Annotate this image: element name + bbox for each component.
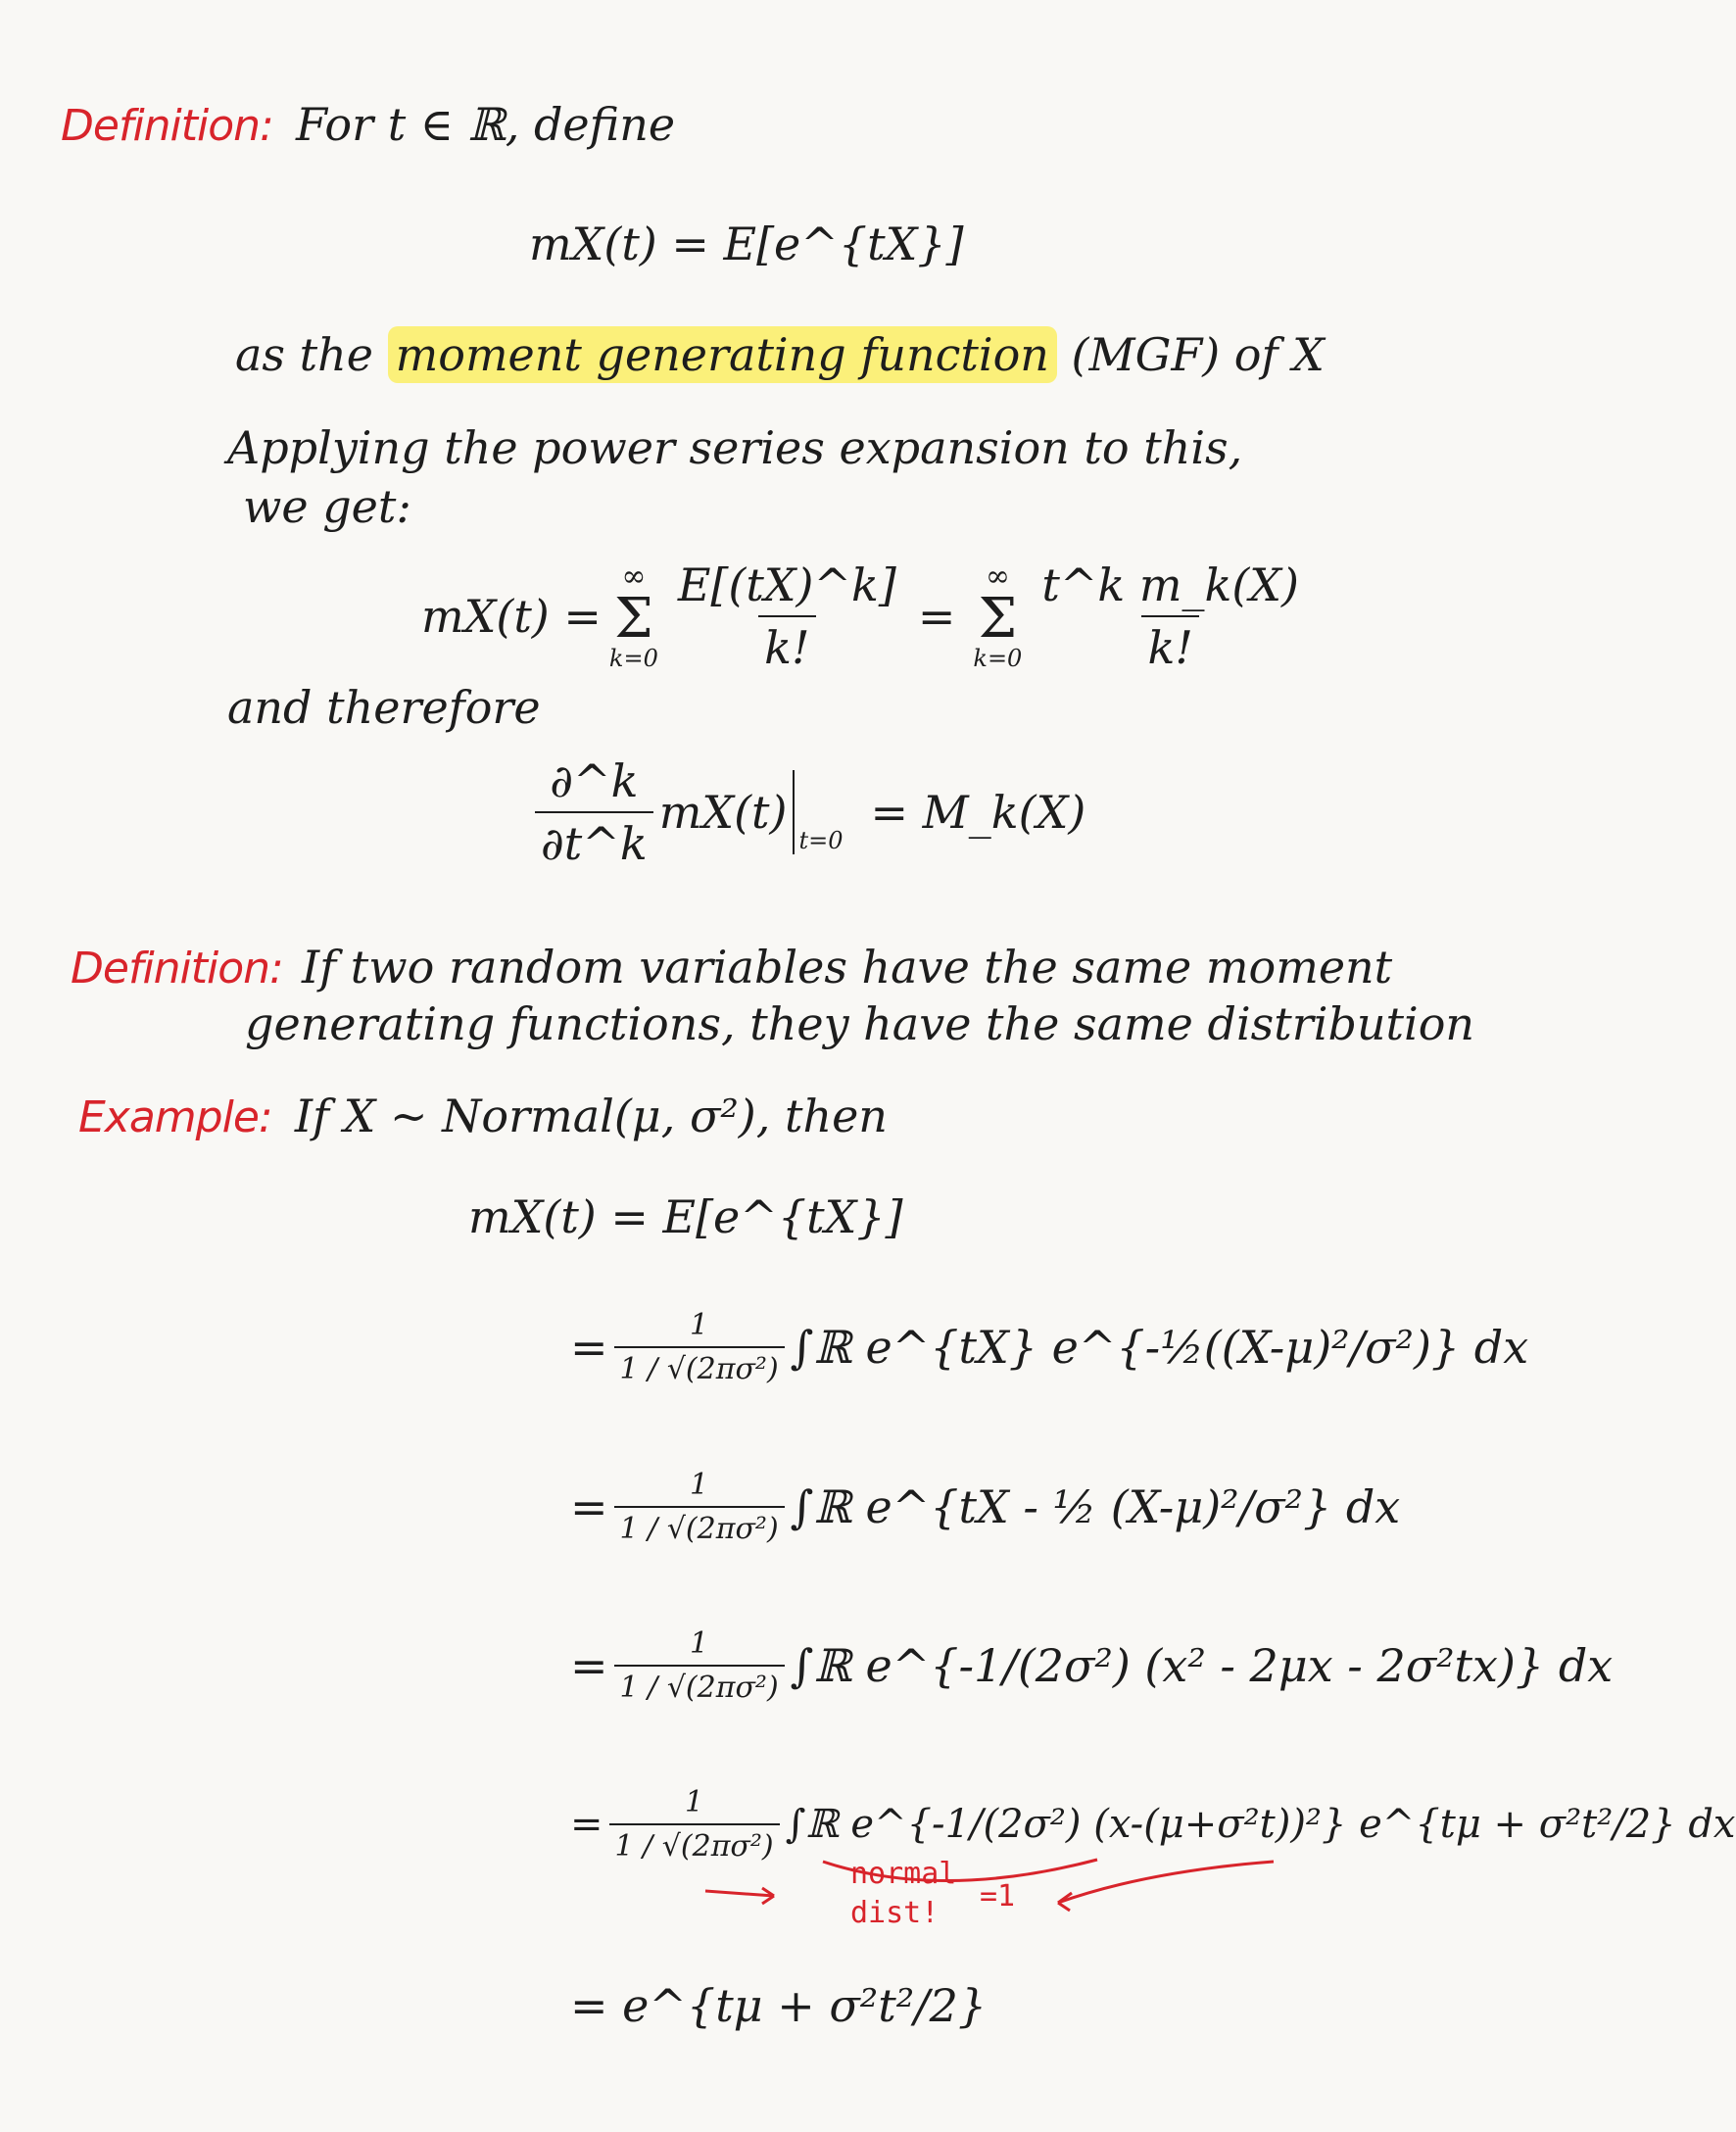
normalizing-constant-4: $\frac{1}{\text{1 / √(2πσ²)}}$ [609, 1785, 780, 1864]
step-1-body: ∫ℝ e^{tX} e^{-½((X-μ)²/σ²)} dx [790, 1321, 1529, 1374]
derivative-body: mX(t) [658, 786, 788, 839]
highlighted-term: moment generating function [388, 326, 1057, 383]
series-intro-line-1: Applying the power series expansion to this, [227, 421, 1243, 474]
annotation-arrows [686, 1842, 1391, 1950]
derivative-rhs: = M_k(X) [870, 786, 1086, 839]
left-arrow-line [705, 1891, 774, 1896]
step-2-body: ∫ℝ e^{tX - ½ (X-μ)²/σ²} dx [790, 1480, 1401, 1533]
derivation-step-2: = $\frac{1}{\text{1 / √(2πσ²)}}$ ∫ℝ e^{tX - ½ (X-μ)²/σ²} dx [570, 1468, 1401, 1546]
expansion-fraction-2: $\frac{\text{t\textasciicircum{}k m\_k(X)}}{k!}$ [1041, 558, 1299, 674]
normalizing-constant-1: $\frac{1}{\text{1 / √(2πσ²)}}$ [614, 1308, 785, 1386]
derivation-step-3: = $\frac{1}{\text{1 / √(2πσ²)}}$ ∫ℝ e^{-1/(2σ²) (x² - 2μx - 2σ²tx)} dx [570, 1626, 1614, 1705]
expansion-equals: = [917, 590, 956, 643]
sum-symbol-1: ∞ Σ k=0 [608, 559, 658, 672]
final-result: = e^{tμ + σ²t²/2} [570, 1979, 988, 2032]
derivation-step-1: = $\frac{1}{\text{1 / √(2πσ²)}}$ ∫ℝ e^{tX} e^{-½((X-μ)²/σ²)} dx [570, 1308, 1529, 1386]
definition-label: Definition: [61, 101, 273, 151]
derivative-fraction: $\frac{\partial\^{}k}{\partial t\^{}k}$ [535, 754, 653, 870]
derivative-identity [529, 754, 1085, 870]
annotation-equals-one: =1 [980, 1879, 1016, 1914]
example-label: Example: [78, 1092, 272, 1142]
normalizing-constant-3: $\frac{1}{\text{1 / √(2πσ²)}}$ [614, 1626, 785, 1705]
expansion-fraction-1: $\frac{E[(tX)\^{}k]}{k!}$ [677, 558, 896, 674]
and-therefore-text: and therefore [227, 681, 541, 734]
mgf-tail-text: (MGF) of X [1071, 328, 1325, 381]
sum-symbol-2: ∞ Σ k=0 [973, 559, 1023, 672]
expansion-lhs: mX(t) = [421, 590, 602, 643]
mgf-description [235, 328, 1325, 381]
derivation-step-4: = $\frac{1}{\text{1 / √(2πσ²)}}$ ∫ℝ e^{-1/(2σ²) (x-(μ+σ²t))²} e^{tμ + σ²t²/2} dx [570, 1785, 1736, 1864]
example-statement: If X ~ Normal(μ, σ²), then [294, 1090, 888, 1142]
annotation-dist: dist! [850, 1896, 940, 1930]
definition-intro: For t ∈ ℝ, define [295, 98, 676, 151]
power-series-expansion [421, 558, 1311, 674]
normalizing-constant-2: $\frac{1}{\text{1 / √(2πσ²)}}$ [614, 1468, 785, 1546]
definition-2-line-1: If two random variables have the same moment [301, 941, 1393, 993]
definition-2-label: Definition: [71, 944, 283, 993]
step-4-body: ∫ℝ e^{-1/(2σ²) (x-(μ+σ²t))²} e^{tμ + σ²t²/2} dx [785, 1802, 1736, 1847]
definition-2-line-2: generating functions, they have the same distribution [245, 997, 1475, 1050]
definition-1 [61, 98, 675, 151]
series-intro-line-2: we get: [243, 480, 411, 533]
annotation-normal: normal [850, 1857, 957, 1891]
step-3-body: ∫ℝ e^{-1/(2σ²) (x² - 2μx - 2σ²tx)} dx [790, 1639, 1614, 1692]
normal-mgf-equation: mX(t) = E[e^{tX}] [468, 1190, 903, 1243]
as-the-text: as the [235, 328, 373, 381]
evaluation-bar: t=0 [793, 770, 843, 854]
example-header [78, 1090, 888, 1142]
mgf-definition-equation: mX(t) = E[e^{tX}] [529, 218, 964, 270]
definition-2 [71, 941, 1392, 993]
right-arrow-line [1058, 1862, 1274, 1903]
